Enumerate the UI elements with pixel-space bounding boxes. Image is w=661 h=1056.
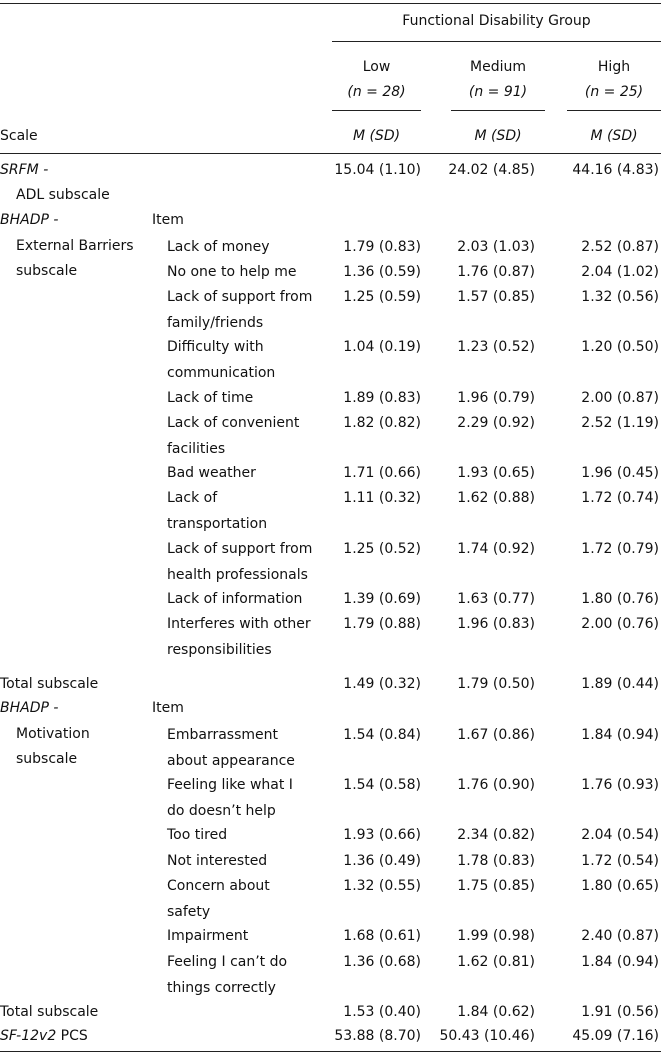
- ext-name: BHADP -: [0, 212, 59, 228]
- item-label-cont: safety: [167, 904, 211, 920]
- medium-rule: [451, 110, 545, 111]
- item-label-cont: do doesn’t help: [167, 803, 276, 819]
- item-label: No one to help me: [167, 264, 297, 280]
- header-bottom-rule: [0, 153, 661, 154]
- low-n: (n = 28): [347, 84, 406, 100]
- item-medium: 1.23 (0.52): [457, 339, 535, 355]
- mot-total-low: 1.53 (0.40): [343, 1004, 421, 1020]
- item-label: Feeling like what I: [167, 777, 293, 793]
- item-label-cont: about appearance: [167, 753, 295, 769]
- item-low: 1.36 (0.49): [343, 853, 421, 869]
- srfm-low: 15.04 (1.10): [334, 162, 421, 178]
- ext-sub2: subscale: [16, 263, 78, 279]
- item-high: 1.72 (0.74): [581, 490, 659, 506]
- item-low: 1.79 (0.88): [343, 616, 421, 632]
- item-high: 1.76 (0.93): [581, 777, 659, 793]
- item-label: Lack of money: [167, 239, 270, 255]
- item-medium: 2.34 (0.82): [457, 827, 535, 843]
- item-medium: 1.78 (0.83): [457, 853, 535, 869]
- item-label: Too tired: [167, 827, 228, 843]
- ext-total-label: Total subscale: [0, 676, 99, 692]
- srfm-name: SRFM -: [0, 162, 49, 178]
- sf12-high: 45.09 (7.16): [572, 1028, 659, 1044]
- item-high: 1.80 (0.76): [581, 591, 659, 607]
- item-medium: 1.96 (0.79): [457, 390, 535, 406]
- item-label: Lack of information: [167, 591, 303, 607]
- sf12-name-rest: PCS: [56, 1028, 88, 1044]
- item-label: Lack of time: [167, 390, 254, 406]
- item-medium: 1.76 (0.90): [457, 777, 535, 793]
- item-high: 2.04 (1.02): [581, 264, 659, 280]
- mot-total-high: 1.91 (0.56): [581, 1004, 659, 1020]
- item-high: 2.52 (1.19): [581, 415, 659, 431]
- bottom-rule: [0, 1051, 661, 1052]
- item-label-cont: things correctly: [167, 980, 276, 996]
- item-high: 1.20 (0.50): [581, 339, 659, 355]
- item-medium: 1.96 (0.83): [457, 616, 535, 632]
- item-medium: 2.03 (1.03): [457, 239, 535, 255]
- mot-sub1: Motivation: [16, 726, 90, 742]
- item-low: 1.25 (0.52): [343, 541, 421, 557]
- item-label: Concern about: [167, 878, 270, 894]
- sf12-medium: 50.43 (10.46): [439, 1028, 535, 1044]
- item-label: Bad weather: [167, 465, 256, 481]
- item-label-cont: health professionals: [167, 567, 308, 583]
- item-low: 1.82 (0.82): [343, 415, 421, 431]
- item-low: 1.04 (0.19): [343, 339, 421, 355]
- item-medium: 1.76 (0.87): [457, 264, 535, 280]
- item-medium: 1.57 (0.85): [457, 289, 535, 305]
- item-medium: 1.62 (0.81): [457, 954, 535, 970]
- item-medium: 1.75 (0.85): [457, 878, 535, 894]
- ext-total-high: 1.89 (0.44): [581, 676, 659, 692]
- item-label: Lack of convenient: [167, 415, 300, 431]
- item-label: Feeling I can’t do: [167, 954, 288, 970]
- ext-total-medium: 1.79 (0.50): [457, 676, 535, 692]
- ext-item-label: Item: [152, 212, 184, 228]
- item-high: 1.96 (0.45): [581, 465, 659, 481]
- item-low: 1.39 (0.69): [343, 591, 421, 607]
- mot-total-medium: 1.84 (0.62): [457, 1004, 535, 1020]
- low-msd: M (SD): [352, 128, 401, 144]
- item-label-cont: transportation: [167, 516, 268, 532]
- item-medium: 1.99 (0.98): [457, 928, 535, 944]
- item-medium: 2.29 (0.92): [457, 415, 535, 431]
- group-title: Functional Disability Group: [402, 13, 591, 29]
- srfm-high: 44.16 (4.83): [572, 162, 659, 178]
- item-medium: 1.93 (0.65): [457, 465, 535, 481]
- item-low: 1.54 (0.84): [343, 727, 421, 743]
- low-header: Low: [362, 59, 391, 75]
- mot-name: BHADP -: [0, 700, 59, 716]
- item-high: 2.00 (0.76): [581, 616, 659, 632]
- item-low: 1.68 (0.61): [343, 928, 421, 944]
- medium-msd: M (SD): [474, 128, 522, 144]
- high-n: (n = 25): [584, 84, 644, 100]
- item-low: 1.36 (0.68): [343, 954, 421, 970]
- item-low: 1.11 (0.32): [343, 490, 421, 506]
- item-low: 1.54 (0.58): [343, 777, 421, 793]
- item-label: Difficulty with: [167, 339, 264, 355]
- ext-total-low: 1.49 (0.32): [343, 676, 421, 692]
- item-label: Embarrassment: [167, 727, 278, 743]
- low-rule: [332, 110, 421, 111]
- top-rule: [0, 3, 661, 4]
- item-label: Lack of: [167, 490, 218, 506]
- item-high: 1.72 (0.79): [581, 541, 659, 557]
- item-label-cont: communication: [167, 365, 276, 381]
- srfm-medium: 24.02 (4.85): [448, 162, 535, 178]
- item-high: 1.72 (0.54): [581, 853, 659, 869]
- item-low: 1.32 (0.55): [343, 878, 421, 894]
- item-medium: 1.62 (0.88): [457, 490, 535, 506]
- item-label: Interferes with other: [167, 616, 311, 632]
- item-high: 2.04 (0.54): [581, 827, 659, 843]
- item-label-cont: facilities: [167, 441, 226, 457]
- medium-n: (n = 91): [468, 84, 528, 100]
- srfm-subscale: ADL subscale: [16, 187, 110, 203]
- item-medium: 1.67 (0.86): [457, 727, 535, 743]
- item-label-cont: responsibilities: [167, 642, 272, 658]
- item-label: Not interested: [167, 853, 268, 869]
- item-low: 1.93 (0.66): [343, 827, 421, 843]
- item-label: Lack of support from: [167, 289, 313, 305]
- item-high: 2.00 (0.87): [581, 390, 659, 406]
- item-low: 1.89 (0.83): [343, 390, 421, 406]
- item-medium: 1.74 (0.92): [457, 541, 535, 557]
- item-label-cont: family/friends: [167, 315, 264, 331]
- mot-sub2: subscale: [16, 751, 78, 767]
- sf12-name-italic: SF-12v2: [0, 1028, 57, 1044]
- item-high: 1.80 (0.65): [581, 878, 659, 894]
- item-high: 2.40 (0.87): [581, 928, 659, 944]
- sf12-name: [0, 1027, 88, 1045]
- mot-item-label: Item: [152, 700, 184, 716]
- sf12-low: 53.88 (8.70): [334, 1028, 421, 1044]
- high-msd: M (SD): [590, 128, 638, 144]
- item-low: 1.71 (0.66): [343, 465, 421, 481]
- medium-header: Medium: [470, 59, 526, 75]
- item-low: 1.36 (0.59): [343, 264, 421, 280]
- scale-header: Scale: [0, 128, 38, 144]
- item-high: 2.52 (0.87): [581, 239, 659, 255]
- item-high: 1.32 (0.56): [581, 289, 659, 305]
- mot-total-label: Total subscale: [0, 1004, 99, 1020]
- item-label: Impairment: [167, 928, 249, 944]
- item-label: Lack of support from: [167, 541, 313, 557]
- item-low: 1.79 (0.83): [343, 239, 421, 255]
- high-rule: [567, 110, 661, 111]
- item-high: 1.84 (0.94): [581, 727, 659, 743]
- item-low: 1.25 (0.59): [343, 289, 421, 305]
- ext-sub1: External Barriers: [16, 238, 134, 254]
- item-medium: 1.63 (0.77): [457, 591, 535, 607]
- high-header: High: [597, 59, 631, 75]
- item-high: 1.84 (0.94): [581, 954, 659, 970]
- group-rule: [332, 41, 661, 42]
